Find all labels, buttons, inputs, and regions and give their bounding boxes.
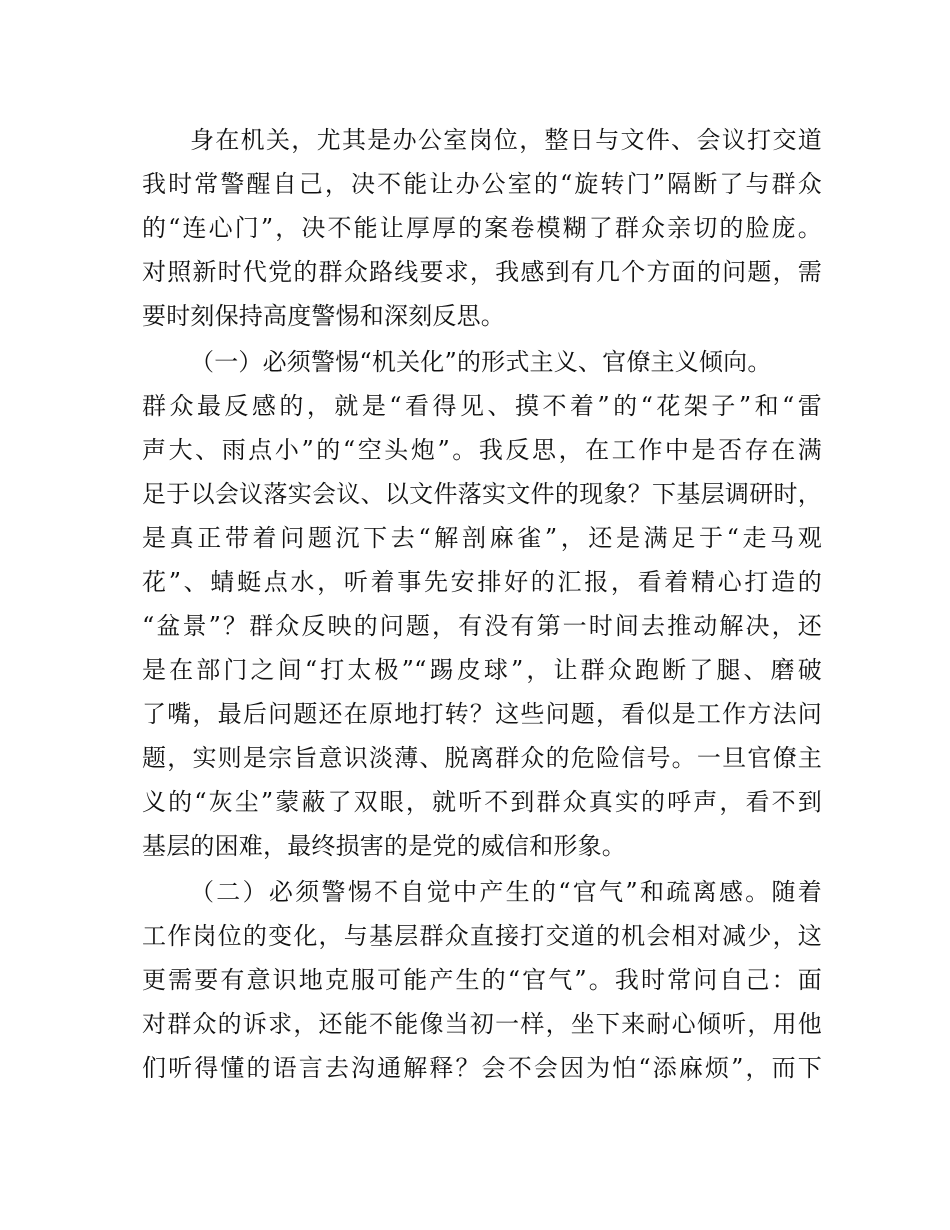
text-line: 我时常警醒自己，决不能让办公室的“旋转门”隔断了与群众 <box>142 170 822 198</box>
text-line: 们听得懂的语言去沟通解释？会不会因为怕“添麻烦”，而下 <box>142 1054 822 1082</box>
text-line: 对群众的诉求，还能不能像当初一样，坐下来耐心倾听，用他 <box>142 1010 822 1038</box>
text-line: 是在部门之间“打太极”“踢皮球”，让群众跑断了腿、磨破 <box>142 656 822 684</box>
text-line: 义的“灰尘”蒙蔽了双眼，就听不到群众真实的呼声，看不到 <box>142 788 822 816</box>
text-line: 群众最反感的，就是“看得见、摸不着”的“花架子”和“雷 <box>142 392 822 420</box>
text-line: 花”、蜻蜓点水，听着事先安排好的汇报，看着精心打造的 <box>142 568 822 596</box>
text-line: 身在机关，尤其是办公室岗位，整日与文件、会议打交道 <box>190 126 822 154</box>
text-line: 基层的困难，最终损害的是党的威信和形象。 <box>142 832 626 860</box>
section-heading-line: （一）必须警惕“机关化”的形式主义、官僚主义倾向。 <box>190 348 772 376</box>
text-line: 更需要有意识地克服可能产生的“官气”。我时常问自己：面 <box>142 966 822 994</box>
text-line: 对照新时代党的群众路线要求，我感到有几个方面的问题，需 <box>142 258 822 286</box>
text-line: 是真正带着问题沉下去“解剖麻雀”，还是满足于“走马观 <box>142 524 822 552</box>
text-line: 足于以会议落实会议、以文件落实文件的现象？下基层调研时， <box>142 480 822 508</box>
section-heading-line: （二）必须警惕不自觉中产生的“官气”和疏离感。随着 <box>190 878 822 906</box>
text-line: “盆景”？群众反映的问题，有没有第一时间去推动解决，还 <box>142 612 822 640</box>
text-line: 要时刻保持高度警惕和深刻反思。 <box>142 302 505 330</box>
text-line: 题，实则是宗旨意识淡薄、脱离群众的危险信号。一旦官僚主 <box>142 744 822 772</box>
text-line: 的“连心门”，决不能让厚厚的案卷模糊了群众亲切的脸庞。 <box>142 214 822 242</box>
text-line: 声大、雨点小”的“空头炮”。我反思，在工作中是否存在满 <box>142 436 822 464</box>
text-line: 工作岗位的变化，与基层群众直接打交道的机会相对减少，这 <box>142 922 822 950</box>
text-line: 了嘴，最后问题还在原地打转？这些问题，看似是工作方法问 <box>142 700 822 728</box>
